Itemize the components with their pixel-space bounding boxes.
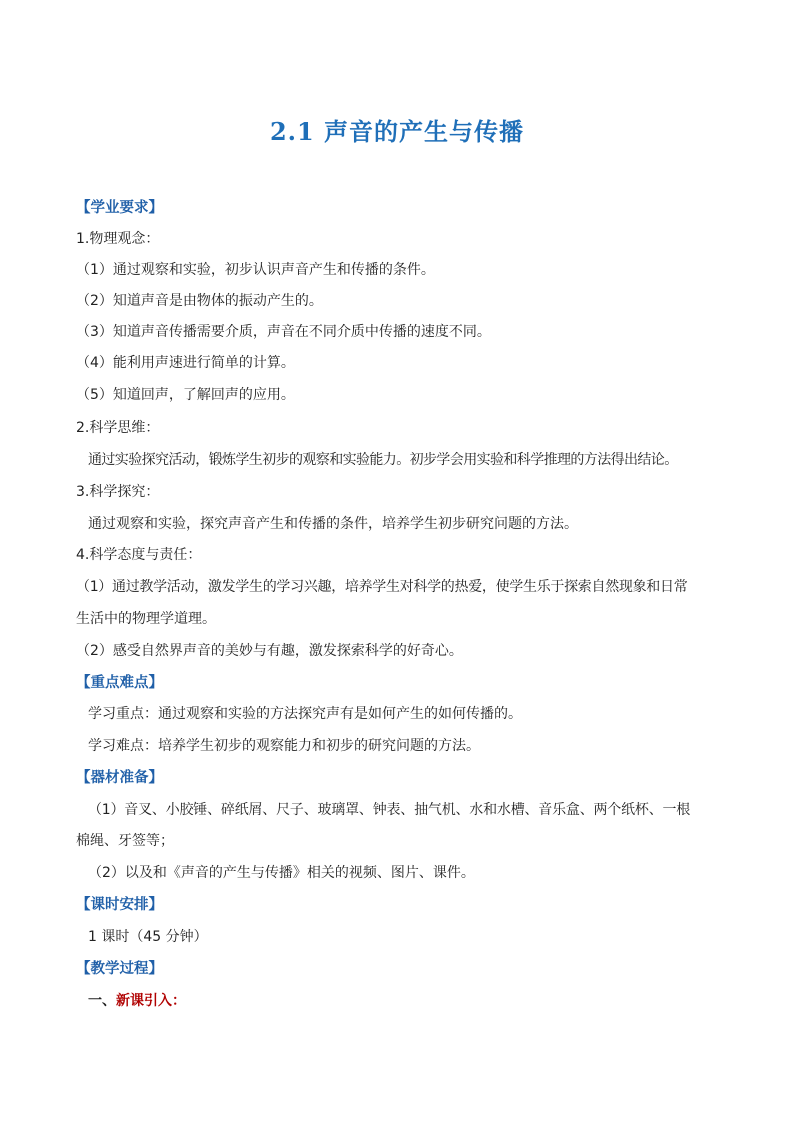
paragraph: 1 课时（45 分钟） <box>88 929 208 945</box>
paragraph: 1.物理观念： <box>76 231 160 247</box>
paragraph: 通过观察和实验，探究声音产生和传播的条件，培养学生初步研究问题的方法。 <box>88 516 578 532</box>
subsection-title: 新课引入： <box>116 993 186 1009</box>
paragraph: 通过实验探究活动，锻炼学生初步的观察和实验能力。初步学会用实验和科学推理的方法得出结论。 <box>88 452 678 468</box>
section-heading-schedule: 【课时安排】 <box>76 897 163 913</box>
paragraph: （2）以及和《声音的产生与传播》相关的视频、图片、课件。 <box>88 865 475 881</box>
paragraph: 4.科学态度与责任： <box>76 547 202 563</box>
paragraph: （1）通过观察和实验，初步认识声音产生和传播的条件。 <box>76 262 435 278</box>
paragraph: 学习重点：通过观察和实验的方法探究声有是如何产生的如何传播的。 <box>88 706 522 722</box>
section-heading-requirements: 【学业要求】 <box>76 200 163 216</box>
section-heading-materials: 【器材准备】 <box>76 770 163 786</box>
paragraph: 学习难点：培养学生初步的观察能力和初步的研究问题的方法。 <box>88 738 480 754</box>
paragraph: （3）知道声音传播需要介质，声音在不同介质中传播的速度不同。 <box>76 324 491 340</box>
paragraph: （4）能利用声速进行简单的计算。 <box>76 355 295 371</box>
paragraph: （1）音叉、小胶锤、碎纸屑、尺子、玻璃罩、钟表、抽气机、水和水槽、音乐盒、两个纸杯、一根 <box>88 802 691 818</box>
paragraph: 2.科学思维： <box>76 420 160 436</box>
paragraph: （1）通过教学活动，激发学生的学习兴趣，培养学生对科学的热爱，使学生乐于探索自然现象和日常 <box>76 579 688 595</box>
subsection-number: 一、 <box>88 993 116 1009</box>
section-heading-process: 【教学过程】 <box>76 961 163 977</box>
section-heading-key-points: 【重点难点】 <box>76 675 163 691</box>
paragraph: （5）知道回声，了解回声的应用。 <box>76 387 295 403</box>
paragraph: 3.科学探究： <box>76 484 160 500</box>
subsection-heading <box>88 991 186 1011</box>
paragraph: （2）感受自然界声音的美妙与有趣，激发探索科学的好奇心。 <box>76 643 463 659</box>
paragraph: （2）知道声音是由物体的振动产生的。 <box>76 293 323 309</box>
page-title: 2.1 声音的产生与传播 <box>269 117 525 146</box>
paragraph: 生活中的物理学道理。 <box>76 611 216 627</box>
paragraph: 棉绳、牙签等； <box>76 833 174 849</box>
